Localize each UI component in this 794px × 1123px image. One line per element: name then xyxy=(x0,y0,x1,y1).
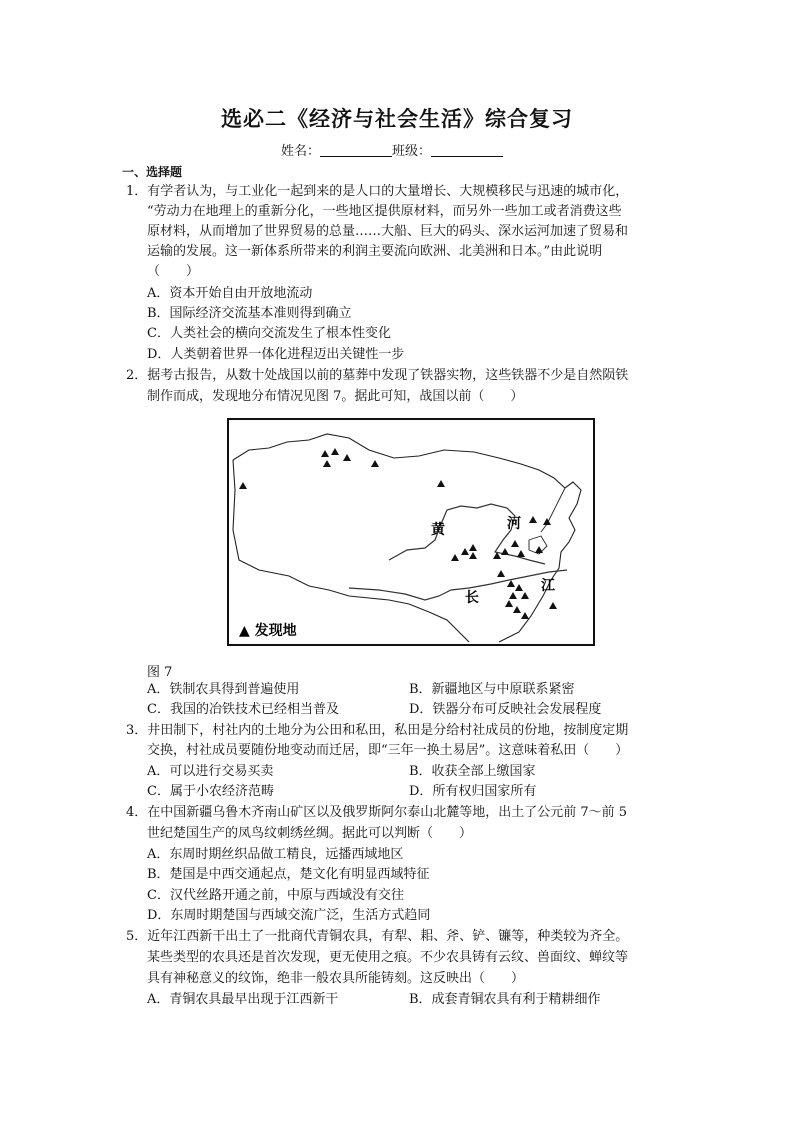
find-site-marker xyxy=(529,516,537,523)
q2-option-d: D．铁器分布可反映社会发展程度 xyxy=(409,702,602,717)
find-site-marker xyxy=(511,540,519,547)
find-site-marker xyxy=(437,480,445,487)
q1-line: “劳动力在地理上的重新分化，一些地区提供原材料，而另外一些加工或者消费这些 xyxy=(147,204,622,219)
q4-option-a: A．东周时期丝织品做工精良，远播西域地区 xyxy=(147,847,404,862)
find-site-marker xyxy=(469,544,477,551)
find-site-marker xyxy=(521,612,529,619)
find-site-marker xyxy=(507,580,515,587)
page-title: 选必二《经济与社会生活》综合复习 xyxy=(221,106,573,131)
q1-option-b: B．国际经济交流基本准则得到确立 xyxy=(147,306,352,321)
q1-line: （ ） xyxy=(147,264,200,279)
q1-option-c: C．人类社会的横向交流发生了根本性变化 xyxy=(147,326,391,341)
q2-line: 制作而成，发现地分布情况见图 7。据此可知，战国以前（ ） xyxy=(147,389,524,404)
section-heading: 一、选择题 xyxy=(122,165,183,179)
find-site-marker xyxy=(505,600,513,607)
find-site-marker xyxy=(323,460,331,467)
river-label: 黄 xyxy=(431,522,445,538)
river-label: 长 xyxy=(465,590,479,606)
q3-option-b: B．收获全部上缴国家 xyxy=(409,764,536,779)
student-info-line xyxy=(281,140,503,159)
coast-line xyxy=(541,488,565,532)
q5-line: 某些类型的农具还是首次发现，更无使用之痕。不少农具铸有云纹、兽面纹、蝉纹等 xyxy=(147,950,629,965)
class-blank xyxy=(431,144,503,157)
q1-option-d: D．人类朝着世界一体化进程迈出关键性一步 xyxy=(147,347,405,362)
find-site-marker xyxy=(371,460,379,467)
find-site-marker xyxy=(521,592,529,599)
border-line xyxy=(233,460,469,642)
map-legend: ▲ 发现地 xyxy=(239,623,297,639)
q4-option-d: D．东周时期楚国与西域交流广泛，生活方式趋同 xyxy=(147,908,431,923)
q5-line: 具有神秘意义的纹饰，绝非一般农具所能铸刻。这反映出（ ） xyxy=(147,971,525,986)
q3-option-a: A．可以进行交易买卖 xyxy=(147,764,274,779)
q2-option-b: B．新疆地区与中原联系紧密 xyxy=(409,682,575,697)
q3-option-c: C．属于小农经济范畴 xyxy=(147,784,274,799)
name-label: 姓名： xyxy=(281,144,321,159)
find-site-marker xyxy=(451,554,459,561)
q3-line: 交换，村社成员要随份地变动而迁居，即“三年一换土易居”。这意味着私田（ ） xyxy=(147,743,629,758)
find-site-marker xyxy=(549,602,557,609)
q1-option-a: A．资本开始自由开放地流动 xyxy=(147,286,313,301)
border-line xyxy=(233,434,581,642)
find-site-marker xyxy=(501,548,509,555)
find-site-marker xyxy=(509,592,517,599)
q3-line: 3．井田制下，村社内的土地分为公田和私田，私田是分给村社成员的份地，按制度定期 xyxy=(126,723,629,738)
river-label: 江 xyxy=(541,578,555,594)
find-site-marker xyxy=(535,546,543,553)
q2-option-c: C．我国的冶铁技术已经相当普及 xyxy=(147,702,339,717)
find-site-marker xyxy=(497,570,505,577)
find-site-marker xyxy=(469,552,477,559)
find-site-marker xyxy=(513,606,521,613)
q4-line: 4．在中国新疆乌鲁木齐南山矿区以及俄罗斯阿尔泰山北麓等地，出土了公元前 7～前 5 xyxy=(126,805,628,820)
map-drawing xyxy=(229,420,593,644)
find-site-marker xyxy=(343,454,351,461)
q4-option-b: B．楚国是中西交通起点，楚文化有明显西域特征 xyxy=(147,867,430,882)
q5-line: 5．近年江西新干出土了一批商代青铜农具，有犁、耜、斧、铲、镰等，种类较为齐全。 xyxy=(126,929,629,944)
name-blank xyxy=(320,144,392,157)
q5-option-a: A．青铜农具最早出现于江西新干 xyxy=(147,992,339,1007)
q5-option-b: B．成套青铜农具有利于精耕细作 xyxy=(409,992,601,1007)
find-site-marker xyxy=(321,450,329,457)
river-label: 河 xyxy=(507,516,521,532)
q2-line: 2．据考古报告，从数十处战国以前的墓葬中发现了铁器实物，这些铁器不少是自然陨铁 xyxy=(126,368,629,383)
yangtze-river-line xyxy=(349,570,567,600)
find-site-marker xyxy=(515,584,523,591)
q4-line: 世纪楚国生产的凤鸟纹刺绣丝绸。据此可以判断（ ） xyxy=(147,826,473,841)
find-site-marker xyxy=(239,482,247,489)
iron-finds-map xyxy=(227,418,595,646)
class-label: 班级： xyxy=(392,144,432,159)
find-site-marker xyxy=(517,550,525,557)
q1-line: 运输的发展。这一新体系所带来的利润主要流向欧洲、北美洲和日本。”由此说明 xyxy=(147,244,603,259)
q1-line: 原材料，从而增加了世界贸易的总量……大船、巨大的码头、深水运河加速了贸易和 xyxy=(147,224,629,239)
find-site-marker xyxy=(331,448,339,455)
q2-option-a: A．铁制农具得到普遍使用 xyxy=(147,682,300,697)
find-site-marker xyxy=(461,548,469,555)
q3-option-d: D．所有权归国家所有 xyxy=(409,784,537,799)
q4-option-c: C．汉代丝路开通之前，中原与西域没有交往 xyxy=(147,888,404,903)
q1-line: 1．有学者认为，与工业化一起到来的是人口的大量增长、大规模移民与迅速的城市化， xyxy=(126,184,629,199)
figure-caption: 图 7 xyxy=(147,665,173,680)
